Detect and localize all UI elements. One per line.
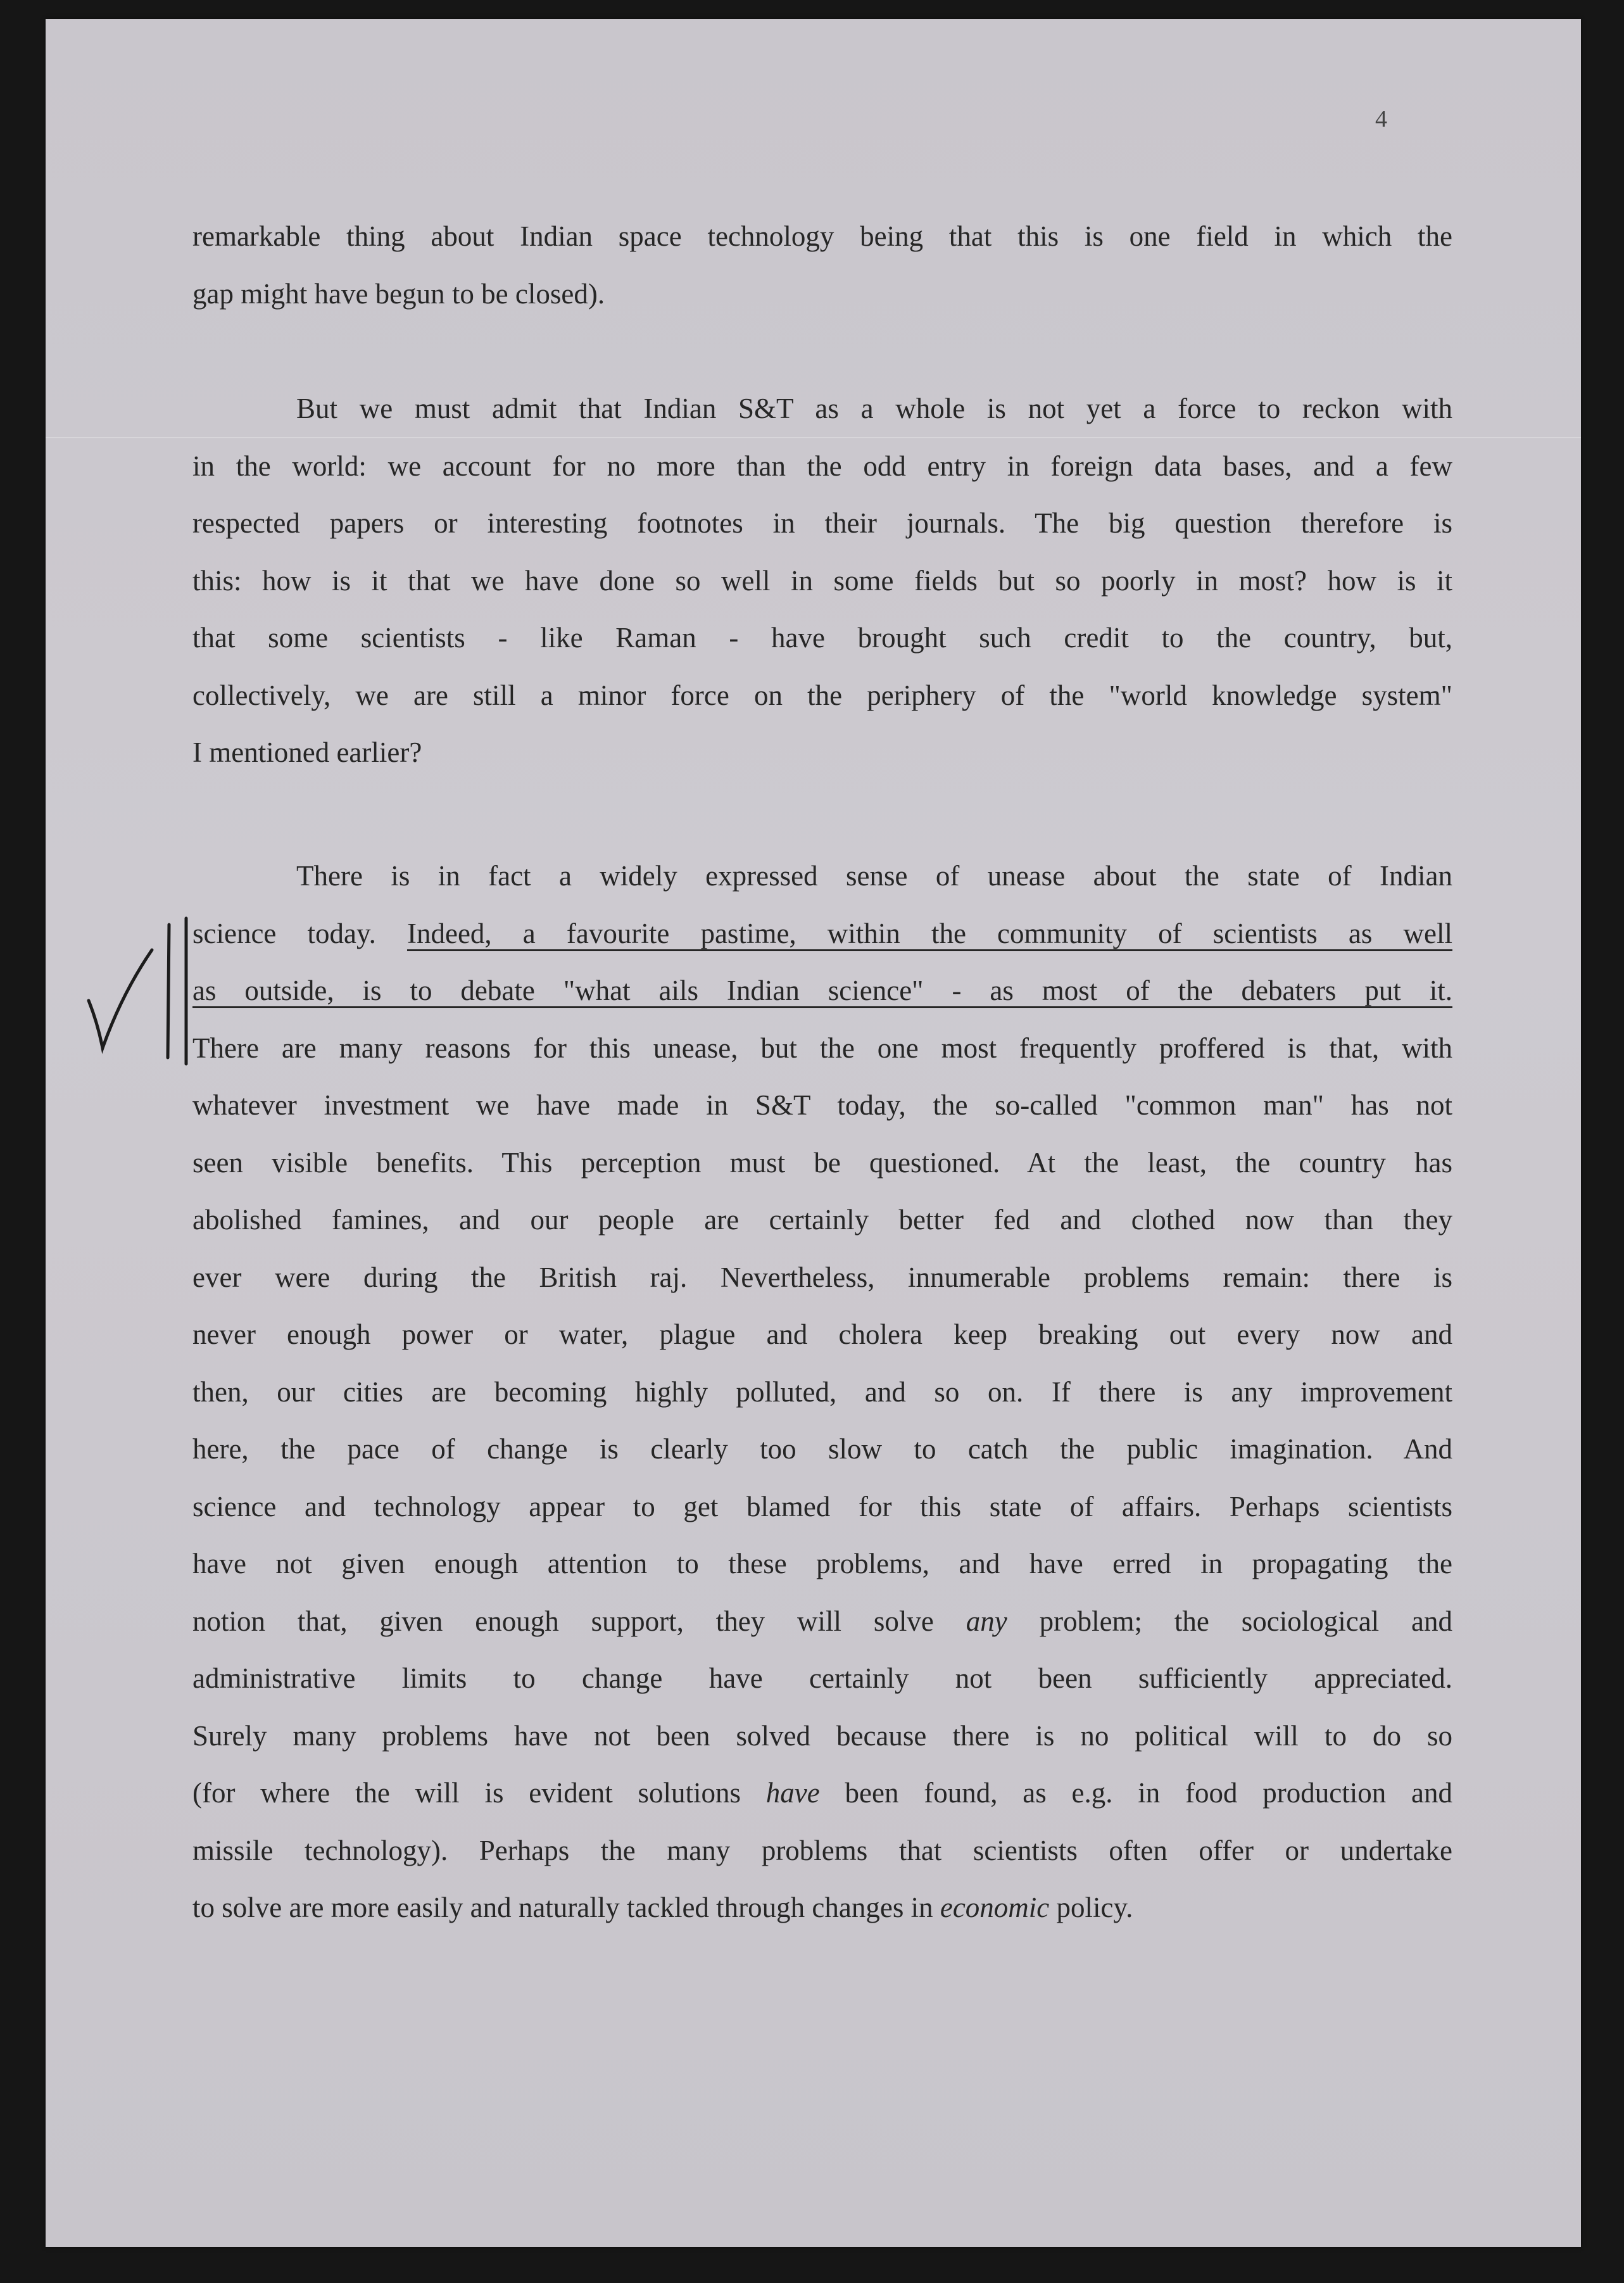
text-line-underlined: [192, 962, 1452, 1020]
text-line: abolished famines, and our people are certainly better fed and clothed now than they: [192, 1204, 1452, 1236]
document-page: [46, 19, 1581, 2247]
text-line: then, our cities are becoming highly polluted, and so on. If there is any improvement: [192, 1375, 1452, 1408]
text-line: I mentioned earlier?: [192, 737, 422, 768]
text-segment: notion that, given enough support, they will solve: [192, 1605, 934, 1637]
text-segment: to solve are more easily and naturally tackled through changes in: [192, 1892, 933, 1923]
handwritten-checkmark-icon: [84, 906, 204, 1070]
paragraph-1: [192, 208, 1452, 322]
text-line: ever were during the British raj. Nevertheless, innumerable problems remain: there is: [192, 1261, 1452, 1293]
text-segment: (for where the will is evident solutions: [192, 1777, 741, 1809]
text-line: whatever investment we have made in S&T today, the so-called "common man" has not: [192, 1089, 1452, 1121]
text-segment: science today.: [192, 917, 376, 949]
text-line: have not given enough attention to these problems, and have erred in propagating the: [192, 1548, 1452, 1579]
text-line: here, the pace of change is clearly too slow to catch the public imagination. And: [192, 1433, 1452, 1465]
underlined-text: Indeed, a favourite pastime, within the community of scientists as well: [406, 917, 1452, 949]
text-line-with-italic: [192, 1593, 1452, 1650]
text-line: science and technology appear to get blamed for this state of affairs. Perhaps scientists: [192, 1490, 1452, 1522]
text-line: never enough power or water, plague and cholera keep breaking out every now and: [192, 1319, 1452, 1350]
text-line: Surely many problems have not been solved because there is no political will to do so: [192, 1719, 1452, 1752]
underlined-text: as outside, is to debate "what ails Indian science" - as most of the debaters put it.: [192, 975, 1452, 1006]
text-line: remarkable thing about Indian space technology being that this is one field in which the: [192, 220, 1452, 252]
text-line-with-underline: [192, 905, 1452, 963]
text-line: seen visible benefits. This perception must be questioned. At the least, the country has: [192, 1146, 1452, 1179]
text-line: administrative limits to change have certainly not been sufficiently appreciated.: [192, 1662, 1452, 1694]
text-line-with-italic: [192, 1764, 1452, 1822]
text-segment: been found, as e.g. in food production and: [845, 1777, 1453, 1809]
paragraph-3: [192, 847, 1452, 1937]
text-line: There are many reasons for this unease, but the one most frequently proffered is that, with: [192, 1032, 1452, 1064]
italic-text: have: [765, 1777, 820, 1809]
text-line: respected papers or interesting footnotes in their journals. The big question therefore is: [192, 507, 1452, 539]
text-line: There is in fact a widely expressed sense of unease about the state of Indian: [296, 860, 1452, 892]
text-segment: policy.: [1056, 1892, 1133, 1923]
text-line: missile technology). Perhaps the many problems that scientists often offer or undertake: [192, 1834, 1452, 1866]
text-line: collectively, we are still a minor force on the periphery of the "world knowledge system": [192, 679, 1452, 711]
italic-text: any: [966, 1605, 1007, 1637]
text-line: gap might have begun to be closed).: [192, 277, 605, 310]
text-segment: problem; the sociological and: [1039, 1605, 1453, 1637]
paragraph-2: [192, 380, 1452, 781]
text-line-with-italic: [192, 1879, 1452, 1937]
text-line: But we must admit that Indian S&T as a whole is not yet a force to reckon with: [296, 393, 1452, 424]
page-number: 4: [1375, 106, 1387, 132]
italic-text: economic: [940, 1892, 1050, 1923]
text-line: that some scientists - like Raman - have brought such credit to the country, but,: [192, 622, 1452, 654]
text-line: this: how is it that we have done so well in some fields but so poorly in most? how is it: [192, 564, 1452, 597]
text-line: in the world: we account for no more than the odd entry in foreign data bases, and a few: [192, 450, 1452, 482]
